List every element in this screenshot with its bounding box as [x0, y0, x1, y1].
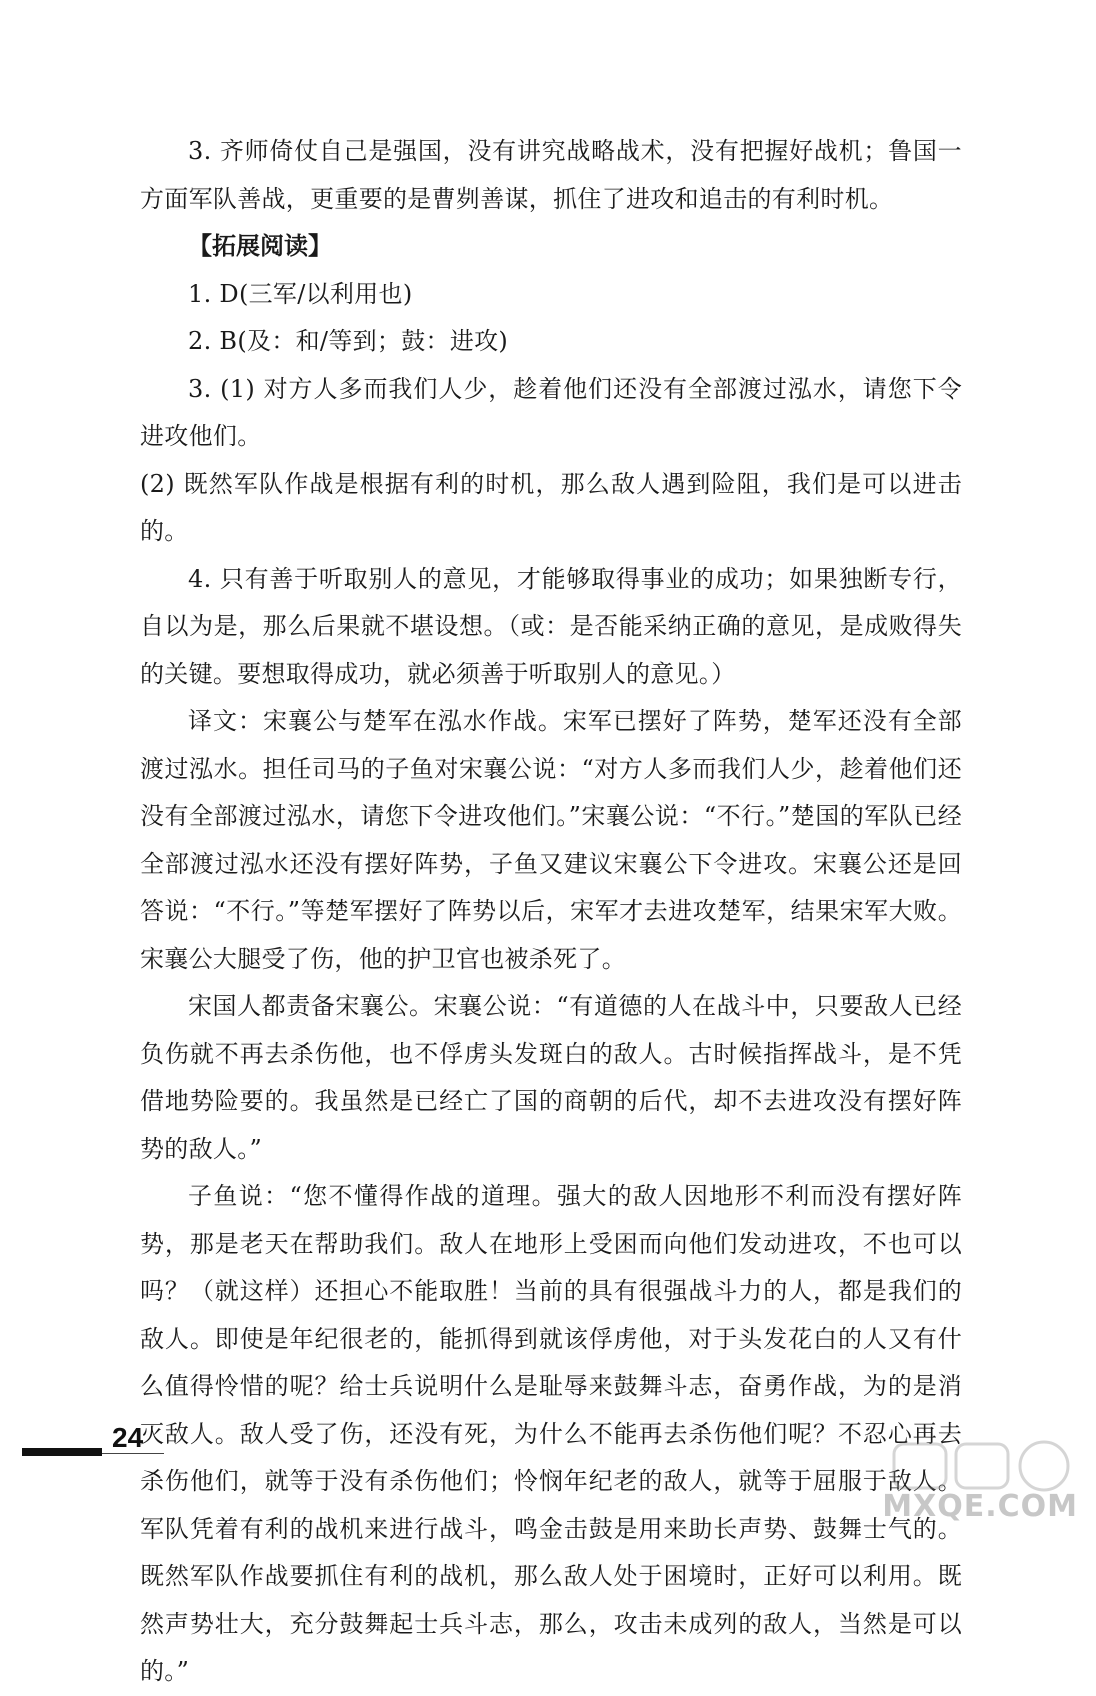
page-number: 24 — [112, 1422, 144, 1453]
section-heading-extended-reading: 【拓展阅读】 — [188, 232, 332, 260]
answer-item-2: 2. B(及：和/等到；鼓：进攻) — [188, 327, 509, 355]
page-content — [140, 128, 962, 1696]
page-footer — [22, 1422, 152, 1462]
translation-paragraph-1: 译文：宋襄公与楚军在泓水作战。宋军已摆好了阵势，楚军还没有全部渡过泓水。担任司马的子鱼对宋襄公说：“对方人多而我们人少，趁着他们还没有全部渡过泓水，请您下令进攻他们。”宋襄公说：“不行。”楚国的军队已经全部渡过泓水还没有摆好阵势，子鱼又建议宋襄公下令进攻。宋襄公还是回答说：“不行。”等楚军摆好了阵势以后，宋军才去进攻楚军，结果宋军大败。宋襄公大腿受了伤，他的护卫官也被杀死了。 — [140, 707, 962, 973]
answer-item-4: 4. 只有善于听取别人的意见，才能够取得事业的成功；如果独断专行，自以为是，那么后果就不堪设想。（或：是否能采纳正确的意见，是成败得失的关键。要想取得成功，就必须善于听取别人的意见。） — [140, 564, 962, 688]
translation-paragraph-2: 宋国人都责备宋襄公。宋襄公说：“有道德的人在战斗中，只要敌人已经负伤就不再去杀伤他，也不俘虏头发斑白的敌人。古时候指挥战斗，是不凭借地势险要的。我虽然是已经亡了国的商朝的后代，却不去进攻没有摆好阵势的敌人。” — [140, 992, 962, 1163]
watermark-text: MXQE.COM — [882, 1489, 1078, 1524]
answer-paragraph-3: 3. 齐师倚仗自己是强国，没有讲究战略战术，没有把握好战机；鲁国一方面军队善战，更重要的是曹刿善谋，抓住了进攻和追击的有利时机。 — [140, 137, 962, 213]
answer-item-3-part-1: 3. (1) 对方人多而我们人少，趁着他们还没有全部渡过泓水，请您下令进攻他们。 — [140, 374, 962, 450]
translation-paragraph-3: 子鱼说：“您不懂得作战的道理。强大的敌人因地形不利而没有摆好阵势，那是老天在帮助我们。敌人在地形上受困而向他们发动进攻，不也可以吗？（就这样）还担心不能取胜！当前的具有很强战斗力的人，都是我们的敌人。即使是年纪很老的，能抓得到就该俘虏他，对于头发花白的人又有什么值得怜惜的呢？给士兵说明什么是耻辱来鼓舞斗志，奋勇作战，为的是消灭敌人。敌人受了伤，还没有死，为什么不能再去杀伤他们呢？不忍心再去杀伤他们，就等于没有杀伤他们；怜悯年纪老的敌人，就等于屈服于敌人。军队凭着有利的战机来进行战斗，鸣金击鼓是用来助长声势、鼓舞士气的。既然军队作战要抓住有利的战机，那么敌人处于困境时，正好可以利用。既然声势壮大，充分鼓舞起士兵斗志，那么，攻击未成列的敌人，当然是可以的。” — [140, 1182, 962, 1685]
footer-bar — [22, 1448, 102, 1456]
answer-item-3-part-2: (2) 既然军队作战是根据有利的时机，那么敌人遇到险阻，我们是可以进击的。 — [140, 469, 962, 545]
answer-item-1: 1. D(三军/以利用也) — [188, 279, 413, 308]
